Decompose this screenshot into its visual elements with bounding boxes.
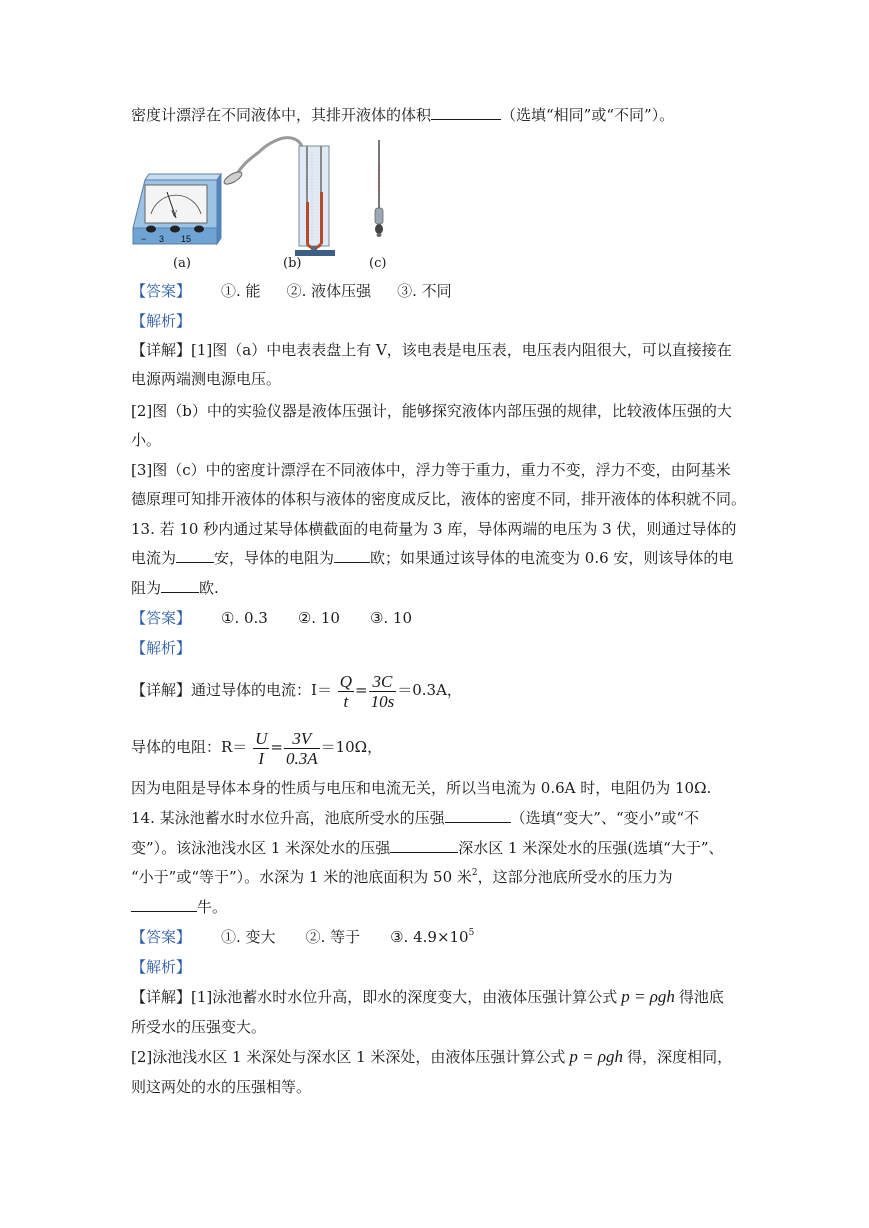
q12-detail-line-4: 小。	[131, 431, 162, 449]
answer-blank	[176, 548, 214, 563]
answer-item-1: ①. 能	[221, 282, 261, 300]
q13-question-line-2: 电流为 安，导体的电阻为 欧；如果通过该导体的电流变为 0.6 安，则该导体的电	[131, 549, 734, 567]
detail-tag: 【详解】	[131, 681, 192, 699]
q12-text: 密度计漂浮在不同液体中，其排开液体的体积	[131, 106, 432, 124]
answer-tag: 【答案】	[131, 928, 192, 946]
figure-label-b: (b)	[283, 256, 302, 271]
q13-answer	[131, 608, 412, 628]
answer-item-2: ②. 10	[297, 609, 340, 627]
pressure-formula: p = ρgh	[621, 987, 675, 1006]
q12-question-tail	[131, 105, 674, 125]
pressure-formula: p = ρgh	[569, 1047, 624, 1066]
q12-detail-line-6: 德原理可知排开液体的体积与液体的密度成反比，液体的密度不同，排开液体的体积就不同。	[131, 490, 747, 508]
answer-item-1: ①. 变大	[221, 928, 276, 946]
q13-conclusion: 因为电阻是导体本身的性质与电压和电流无关，所以当电流为 0.6A 时，电阻仍为 10Ω.	[131, 779, 712, 797]
q12-detail-line-3: [2]图（b）中的实验仪器是液体压强计，能够探究液体内部压强的规律，比较液体压强的大	[131, 402, 732, 420]
figure-label-c: (c)	[369, 256, 387, 271]
q14-detail-line-1: 【详解】[1]泳池蓄水时水位升高，即水的深度变大，由液体压强计算公式 p = ρgh 得池底	[131, 987, 724, 1006]
svg-text:15: 15	[181, 234, 192, 244]
answer-item-3: ③. 不同	[397, 282, 452, 300]
answer-item-2: ②. 等于	[305, 928, 361, 946]
answer-item-2: ②. 液体压强	[286, 282, 372, 300]
q14-detail-line-2: 所受水的压强变大。	[131, 1018, 267, 1036]
instruments-figure	[131, 136, 393, 278]
q14-question-line-3: “小于”或“等于”）。水深为 1 米的池底面积为 50 米$^2$，这部分池底所受水的压力为	[131, 868, 673, 886]
q14-analysis-tag: 【解析】	[131, 958, 192, 976]
q14-detail-line-3: [2]泳池浅水区 1 米深处与深水区 1 米深处，由液体压强计算公式 p = ρgh 得，深度相同，	[131, 1047, 733, 1066]
q12-answer	[131, 281, 452, 301]
answer-item-3: ③. 4.9×10	[390, 928, 469, 946]
svg-text:3: 3	[159, 234, 165, 244]
q14-question-line-1: 14. 某泳池蓄水时水位升高，池底所受水的压强 （选填“变大”、“变小”或“不	[131, 809, 699, 827]
instruments-illustration	[131, 136, 393, 278]
answer-blank	[161, 578, 199, 593]
answer-item-3: ③. 10	[369, 609, 413, 627]
q14-answer: 【答案】 ①. 变大 ②. 等于 ③. $4.9\times 10^5$	[131, 928, 475, 946]
answer-item-1: ①. 0.3	[221, 609, 268, 627]
fraction-u-over-i: $\frac{U}{I}$	[255, 728, 268, 768]
detail-tag: 【详解】	[131, 988, 192, 1006]
answer-blank	[334, 548, 370, 563]
q12-options-hint: （选填“相同”或“不同”）。	[501, 106, 675, 124]
q14-question-line-2: 变”）。该泳池浅水区 1 米深处水的压强 深水区 1 米深处水的压强(选填“大于”、	[131, 839, 724, 857]
answer-blank	[445, 808, 511, 823]
fraction-3v-over-0.3a: $\frac{3V}{0.3A}$	[285, 728, 318, 768]
pressure-gauge-image	[222, 138, 335, 256]
q12-detail-line-5: [3]图（c）中的密度计漂浮在不同液体中，浮力等于重力，重力不变，浮力不变，由阿基米	[131, 461, 731, 479]
q14-detail-line-4: 则这两处的水的压强相等。	[131, 1078, 312, 1096]
q13-question-line-1: 13. 若 10 秒内通过某导体横截面的电荷量为 3 库，导体两端的电压为 3 伏，则通过导体的	[131, 520, 737, 538]
answer-tag: 【答案】	[131, 282, 192, 300]
q12-detail-line-2: 电源两端测电源电压。	[131, 370, 282, 388]
figure-label-a: (a)	[173, 256, 191, 271]
q13-current-formula: 【详解】通过导体的电流：I＝ $\frac{Q}{t}$ = $\frac{3C}{10s}$ ＝0.3A，	[131, 671, 462, 711]
answer-blank	[390, 838, 458, 853]
q13-resistance-formula: 导体的电阻：R＝ $\frac{U}{I}$ = $\frac{3V}{0.3A}$ ＝10Ω，	[131, 728, 383, 768]
fraction-3c-over-10s: $\frac{3C}{10s}$	[370, 671, 395, 711]
svg-text:V: V	[171, 209, 178, 219]
answer-blank	[131, 897, 197, 912]
q13-question-line-3: 阻为 欧.	[131, 579, 219, 597]
answer-blank	[431, 105, 501, 120]
detail-tag: 【详解】	[131, 341, 192, 359]
q12-analysis-tag: 【解析】	[131, 312, 192, 330]
voltmeter-image	[133, 174, 221, 244]
hydrometer-image	[375, 140, 383, 237]
q12-detail-line-1: 【详解】[1]图（a）中电表表盘上有 V，该电表是电压表，电压表内阻很大，可以直接接在	[131, 341, 732, 359]
svg-text:−: −	[141, 234, 147, 244]
fraction-q-over-t: $\frac{Q}{t}$	[339, 671, 353, 711]
q13-analysis-tag: 【解析】	[131, 639, 192, 657]
q14-question-line-4: 牛。	[131, 897, 227, 917]
answer-tag: 【答案】	[131, 609, 192, 627]
